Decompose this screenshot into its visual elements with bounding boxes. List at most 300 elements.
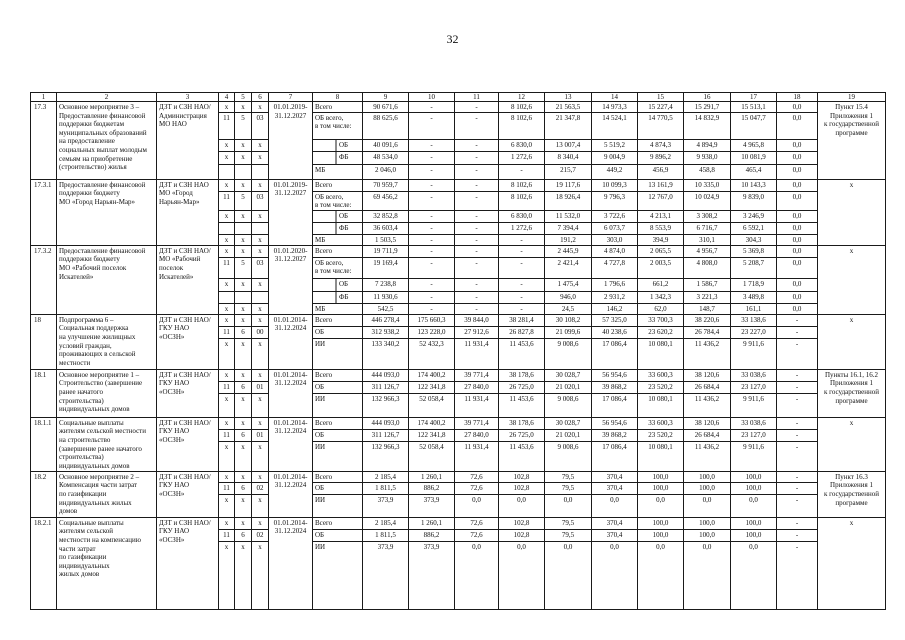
funding-value: 100,0 [684,529,731,541]
note-reference: х [818,417,886,471]
funding-value: 311 126,7 [363,381,409,393]
funding-value: 4 727,8 [592,257,638,278]
section-number: 18.1.1 [31,417,57,471]
funding-value: 14 832,9 [684,112,731,139]
funding-source: Всего [313,471,363,482]
funding-value: 100,0 [684,517,731,529]
funding-source: Всего [313,179,363,191]
funding-value: 311 126,7 [363,429,409,441]
funding-value: 100,0 [638,471,684,482]
funding-value: - [409,191,455,210]
funding-value: 23 127,0 [731,429,777,441]
funding-value: 102,8 [499,529,545,541]
funding-value: 19 117,6 [545,179,592,191]
funding-value: 373,9 [363,541,409,609]
column-header: 14 [592,93,638,102]
funding-value: 39 844,0 [455,314,499,326]
funding-value: 38 281,4 [499,314,545,326]
section-number: 17.3 [31,102,57,180]
funding-source: ОБ [313,278,363,291]
funding-value: 19 711,9 [363,245,409,257]
funding-value: - [499,303,545,314]
funding-value: 0,0 [499,541,545,609]
funding-source: ОБ [313,210,363,222]
funding-value: 38 178,6 [499,369,545,381]
funding-value: 33 600,3 [638,369,684,381]
funding-value: 21 563,5 [545,102,592,113]
funding-value: 40 238,6 [592,326,638,338]
funding-source: Всего [313,369,363,381]
funding-value: 33 138,6 [731,314,777,326]
funding-value: 0,0 [777,112,818,139]
funding-value: 0,0 [545,494,592,517]
column-header: 18 [777,93,818,102]
funding-value: - [777,494,818,517]
budget-code: х [252,393,269,417]
funding-value: 0,0 [777,210,818,222]
funding-value: 17 086,4 [592,338,638,369]
funding-value: 11 436,2 [684,393,731,417]
funding-value: 0,0 [777,234,818,245]
budget-code: х [252,210,269,222]
implementation-period: 01.01.2014- 31.12.2024 [269,314,313,369]
column-header: 12 [499,93,545,102]
budget-code: х [235,393,252,417]
budget-code: х [219,210,235,222]
budget-code: х [219,314,235,326]
funding-value: 38 120,6 [684,417,731,429]
funding-value: 26 684,4 [684,429,731,441]
note-reference: Пункт 16.3 Приложения 1 к государственной программе [818,471,886,517]
funding-value: - [777,541,818,609]
header-row [31,93,886,102]
funding-value: 2 185,4 [363,471,409,482]
section-name: Основное мероприятие 2 – Компенсация части затрат по газификации индивидуальных жилых домов [57,471,157,517]
funding-value: 175 660,3 [409,314,455,326]
funding-value: 458,8 [684,164,731,179]
funding-value: 13 007,4 [545,139,592,151]
funding-value: 33 700,3 [638,314,684,326]
funding-source: ФБ [313,151,363,164]
funding-value: - [777,482,818,494]
budget-code: 5 [235,257,252,278]
funding-value: 8 102,6 [499,179,545,191]
note-reference: Пункт 15.4 Приложения 1 к государственной программе [818,102,886,180]
funding-value: 72,6 [455,529,499,541]
funding-value: 26 725,0 [499,381,545,393]
funding-value: 1 811,5 [363,529,409,541]
budget-code: 11 [219,529,235,541]
funding-value: 174 400,2 [409,369,455,381]
funding-source: МБ [313,303,363,314]
funding-value: - [409,102,455,113]
budget-code: х [219,179,235,191]
funding-value: 0,0 [455,494,499,517]
funding-value: 79,5 [545,517,592,529]
funding-value: 15 291,7 [684,102,731,113]
funding-value: 23 620,2 [638,326,684,338]
budget-code: 02 [252,529,269,541]
funding-value: 8 102,6 [499,102,545,113]
funding-value: 7 394,4 [545,222,592,234]
funding-value: 13 161,9 [638,179,684,191]
funding-value: 33 600,3 [638,417,684,429]
funding-source: ОБ всего, в том числе: [313,191,363,210]
funding-value: - [455,234,499,245]
funding-value: 100,0 [684,471,731,482]
funding-value: - [455,278,499,291]
funding-value: 23 227,0 [731,326,777,338]
budget-code: х [252,303,269,314]
funding-value: - [777,417,818,429]
funding-source: МБ [313,164,363,179]
funding-value: 1 260,1 [409,517,455,529]
funding-value: 14 524,1 [592,112,638,139]
budget-code: 11 [219,257,235,278]
funding-value: 11 436,2 [684,338,731,369]
budget-code: х [252,417,269,429]
funding-value: - [499,257,545,278]
funding-value: 12 767,0 [638,191,684,210]
budget-code: х [235,417,252,429]
funding-value: 0,0 [777,164,818,179]
column-header: 1 [31,93,57,102]
funding-value: 40 091,6 [363,139,409,151]
funding-value: - [409,291,455,303]
funding-value: 18 926,4 [545,191,592,210]
budget-code: 00 [252,326,269,338]
funding-value: 0,0 [777,151,818,164]
funding-value: 15 513,1 [731,102,777,113]
funding-value: - [409,257,455,278]
funding-value: - [499,291,545,303]
section-name: Социальные выплаты жителям сельской местности на строительство (завершение ранее начатого строительства) индивидуальных домов [57,417,157,471]
table-body [31,93,886,610]
budget-code [219,222,235,234]
implementation-period: 01.01.2014- 31.12.2024 [269,471,313,517]
funding-value: - [455,179,499,191]
funding-source: ОБ [313,381,363,393]
table-row [31,417,886,429]
funding-value: - [499,278,545,291]
funding-value: 8 102,6 [499,112,545,139]
funding-value: 5 519,2 [592,139,638,151]
funding-value: 542,5 [363,303,409,314]
funding-value: 26 784,4 [684,326,731,338]
funding-value: 132 966,3 [363,393,409,417]
funding-value: 30 028,7 [545,417,592,429]
budget-code: х [252,179,269,191]
funding-value: 14 770,5 [638,112,684,139]
funding-value: 373,9 [363,494,409,517]
budget-code: 5 [235,191,252,210]
funding-source: Всего [313,314,363,326]
funding-value: 88 625,6 [363,112,409,139]
note-reference: х [818,314,886,369]
funding-value: 21 099,6 [545,326,592,338]
budget-code: х [219,517,235,529]
funding-value: 6 830,0 [499,139,545,151]
funding-value: 191,2 [545,234,592,245]
funding-value: 0,0 [731,494,777,517]
funding-source: ОБ [313,529,363,541]
budget-code: х [235,441,252,471]
funding-value: - [777,441,818,471]
budget-code: х [235,494,252,517]
funding-value: 1 272,6 [499,151,545,164]
funding-source: ФБ [313,291,363,303]
budget-code: х [235,471,252,482]
funding-value: 11 931,4 [455,338,499,369]
funding-value: 3 221,3 [684,291,731,303]
funding-value: 72,6 [455,471,499,482]
budget-code: х [219,393,235,417]
funding-value: 3 246,9 [731,210,777,222]
funding-value: 10 024,9 [684,191,731,210]
funding-value: - [777,381,818,393]
funding-source: ИИ [313,393,363,417]
funding-value: 0,0 [684,494,731,517]
funding-value: 9 911,6 [731,338,777,369]
budget-code: 6 [235,381,252,393]
funding-value: - [455,303,499,314]
funding-value: 0,0 [455,541,499,609]
funding-value: - [777,326,818,338]
funding-value: 26 725,0 [499,429,545,441]
funding-value: 100,0 [684,482,731,494]
funding-value: 303,0 [592,234,638,245]
section-name: Предоставление финансовой поддержки бюджету МО «Рабочий поселок Искателей» [57,245,157,314]
budget-code: х [235,314,252,326]
budget-code: 11 [219,381,235,393]
funding-value: - [777,471,818,482]
column-header: 7 [269,93,313,102]
budget-code: х [252,541,269,609]
budget-code: х [252,245,269,257]
funding-value: 102,8 [499,471,545,482]
table-row [31,179,886,191]
budget-code: 11 [219,326,235,338]
funding-value: 370,4 [592,517,638,529]
funding-value: 4 965,8 [731,139,777,151]
funding-value: 1 811,5 [363,482,409,494]
budget-code: 6 [235,326,252,338]
budget-code: х [235,338,252,369]
funding-value: - [499,164,545,179]
section-number: 18 [31,314,57,369]
note-reference: х [818,245,886,314]
budget-code [235,164,252,179]
funding-value: 886,2 [409,529,455,541]
funding-value: 0,0 [592,541,638,609]
funding-value: - [777,517,818,529]
funding-value: - [455,102,499,113]
funding-value: 79,5 [545,529,592,541]
section-number: 18.2 [31,471,57,517]
budget-code: 03 [252,112,269,139]
column-header: 3 [157,93,219,102]
funding-value: 0,0 [777,191,818,210]
funding-value: - [455,164,499,179]
funding-value: 26 684,4 [684,381,731,393]
funding-value: 123 228,0 [409,326,455,338]
budget-code: 11 [219,112,235,139]
budget-code: х [219,139,235,151]
funding-value: 1 503,5 [363,234,409,245]
funding-source: ИИ [313,441,363,471]
funding-value: 215,7 [545,164,592,179]
column-header: 5 [235,93,252,102]
funding-value: 14 973,3 [592,102,638,113]
funding-source: ФБ [313,222,363,234]
funding-value: 444 093,0 [363,369,409,381]
funding-value: 0,0 [731,541,777,609]
funding-value: 11 453,6 [499,338,545,369]
funding-value: 23 520,2 [638,381,684,393]
funding-value: 0,0 [777,139,818,151]
budget-code: х [235,541,252,609]
budget-code [235,291,252,303]
funding-value: 4 874,0 [592,245,638,257]
funding-source: МБ [313,234,363,245]
budget-code: 02 [252,482,269,494]
column-header: 10 [409,93,455,102]
responsible-executor: ДЗТ и СЗН НАО/ ГКУ НАО «ОСЗН» [157,417,219,471]
funding-source: Всего [313,245,363,257]
funding-source: Всего [313,517,363,529]
funding-value: 370,4 [592,471,638,482]
funding-value: 9 911,6 [731,441,777,471]
responsible-executor: ДЗТ и СЗН НАО/ ГКУ НАО «ОСЗН» [157,369,219,417]
budget-code [219,164,235,179]
budget-code: х [252,102,269,113]
funding-value: - [455,245,499,257]
funding-value: - [777,314,818,326]
funding-value: - [455,257,499,278]
funding-value: - [409,151,455,164]
funding-source: ОБ [313,139,363,151]
budget-code: 01 [252,429,269,441]
budget-code: х [219,278,235,291]
budget-code: х [252,314,269,326]
funding-value: 373,9 [409,541,455,609]
funding-value: 79,5 [545,482,592,494]
budget-code: 03 [252,257,269,278]
funding-value: 0,0 [592,494,638,517]
funding-value: 394,9 [638,234,684,245]
funding-value: - [499,234,545,245]
funding-value: 56 954,6 [592,369,638,381]
funding-value: - [455,222,499,234]
budget-code: х [219,303,235,314]
funding-value: 100,0 [731,471,777,482]
funding-value: - [455,112,499,139]
column-header: 13 [545,93,592,102]
funding-value: 39 771,4 [455,369,499,381]
funding-value: 7 238,8 [363,278,409,291]
budget-code: х [219,494,235,517]
funding-value: 79,5 [545,471,592,482]
column-header: 4 [219,93,235,102]
note-reference: х [818,517,886,609]
funding-value: 1 260,1 [409,471,455,482]
funding-value: 312 938,2 [363,326,409,338]
funding-value: 2 185,4 [363,517,409,529]
funding-value: 10 143,3 [731,179,777,191]
funding-value: 62,0 [638,303,684,314]
table-row [31,471,886,482]
funding-value: 1 586,7 [684,278,731,291]
funding-value: 9 896,2 [638,151,684,164]
funding-value: - [409,139,455,151]
funding-value: 4 808,0 [684,257,731,278]
funding-value: 9 938,0 [684,151,731,164]
funding-value: 100,0 [731,482,777,494]
responsible-executor: ДЗТ и СЗН НАО/ ГКУ НАО «ОСЗН» [157,314,219,369]
funding-value: 52 432,3 [409,338,455,369]
budget-code: х [235,369,252,381]
funding-value: 72,6 [455,517,499,529]
budget-code: х [235,245,252,257]
responsible-executor: ДЗТ и СЗН НАО/ ГКУ НАО «ОСЗН» [157,471,219,517]
budget-code [219,291,235,303]
funding-value: - [455,291,499,303]
funding-value: 15 227,4 [638,102,684,113]
funding-value: 6 716,7 [684,222,731,234]
column-header: 8 [313,93,363,102]
funding-value: 0,0 [684,541,731,609]
section-number: 18.1 [31,369,57,417]
budget-code: х [219,417,235,429]
funding-value: 0,0 [777,278,818,291]
funding-value: 1 342,3 [638,291,684,303]
funding-value: 310,1 [684,234,731,245]
funding-value: - [777,529,818,541]
funding-value: 39 868,2 [592,381,638,393]
implementation-period: 01.01.2014- 31.12.2024 [269,417,313,471]
funding-value: 161,1 [731,303,777,314]
funding-value: 17 086,4 [592,441,638,471]
budget-code: 6 [235,482,252,494]
funding-value: - [409,210,455,222]
budget-code: х [219,338,235,369]
funding-value: 122 341,8 [409,381,455,393]
budget-code: 6 [235,429,252,441]
funding-value: 4 213,1 [638,210,684,222]
funding-value: 4 874,3 [638,139,684,151]
funding-value: 2 003,5 [638,257,684,278]
funding-source: ОБ [313,326,363,338]
funding-value: 3 308,2 [684,210,731,222]
funding-value: 10 081,9 [731,151,777,164]
funding-value: 0,0 [777,222,818,234]
funding-value: 11 931,4 [455,393,499,417]
budget-code: х [219,245,235,257]
funding-value: 39 771,4 [455,417,499,429]
section-number: 18.2.1 [31,517,57,609]
funding-value: 10 335,0 [684,179,731,191]
funding-source: Всего [313,102,363,113]
funding-value: 0,0 [777,291,818,303]
budget-code: х [235,517,252,529]
funding-value: 100,0 [638,529,684,541]
funding-value: - [455,210,499,222]
funding-value: 26 827,8 [499,326,545,338]
funding-value: 148,7 [684,303,731,314]
funding-value: 174 400,2 [409,417,455,429]
budget-code: х [235,151,252,164]
funding-value: 449,2 [592,164,638,179]
